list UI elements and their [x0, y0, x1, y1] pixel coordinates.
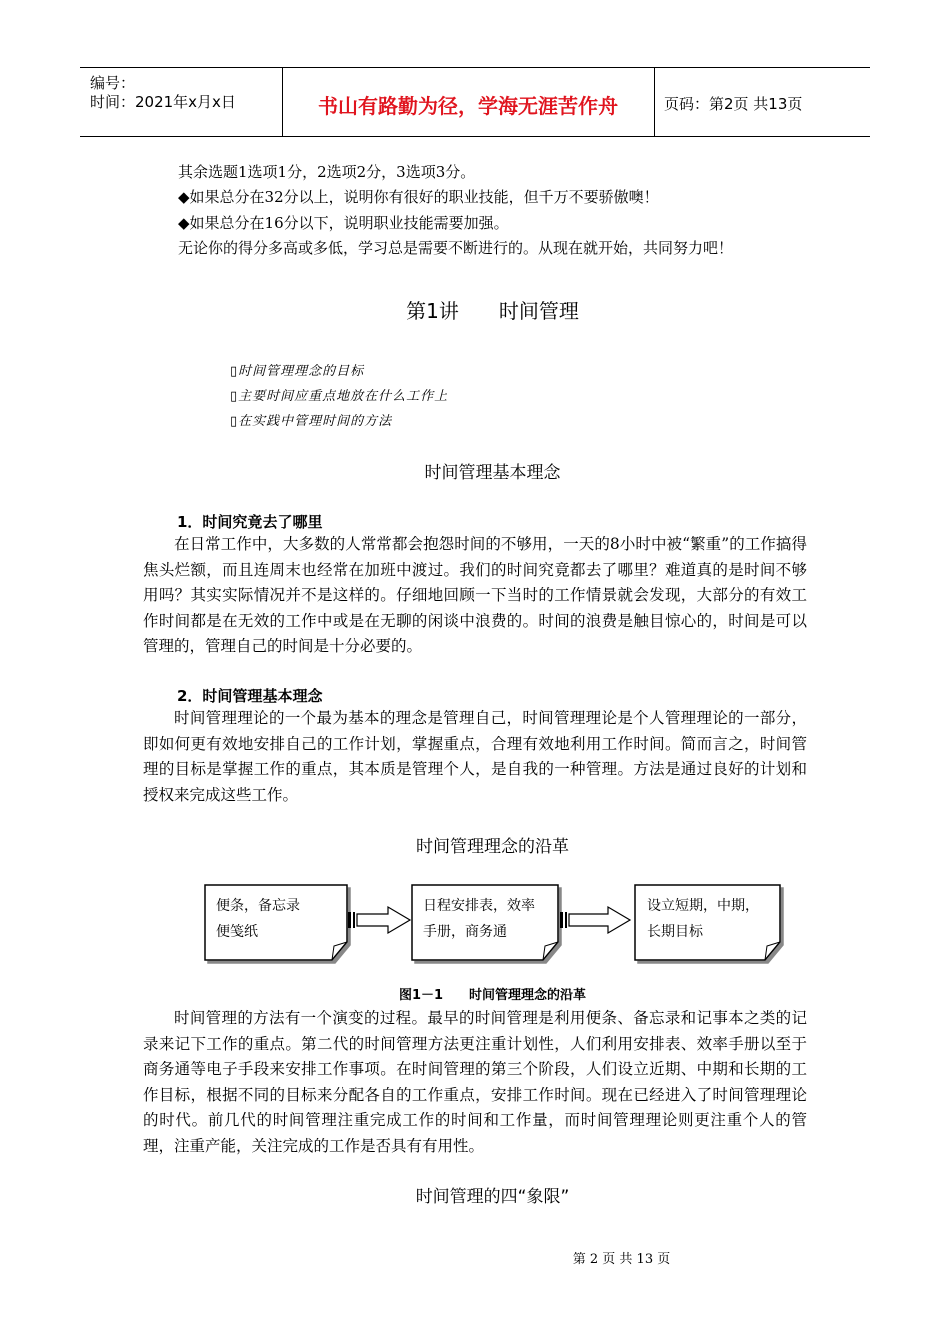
arrow-icon — [560, 907, 630, 933]
arrow-icon — [348, 907, 410, 933]
paragraph — [143, 1006, 807, 1160]
box-line: 便笺纸 — [216, 924, 258, 940]
subsection-title: 2．时间管理基本理念 — [177, 687, 323, 705]
subsection-title: 1．时间究竟去了哪里 — [177, 513, 323, 531]
box-line: 设立短期，中期， — [647, 898, 759, 914]
figure-caption: 图1－1 时间管理理念的沿革 — [398, 988, 587, 1003]
section-title: 时间管理基本理念 — [424, 463, 561, 483]
box-line: 日程安排表，效率 — [423, 898, 535, 914]
page-code: 页码：第2页 共13页 — [664, 95, 803, 113]
intro-line: ◆如果总分在16分以下，说明职业技能需要加强。 — [178, 214, 509, 232]
box-line: 便条，备忘录 — [216, 898, 300, 914]
paragraph-text: 时间管理的方法有一个演变的过程。最早的时间管理是利用便条、备忘录和记事本之类的记录来记下工作的重点。第二代的时间管理方法更注重计划性，人们利用安排表、效率手册以至于商务通等电子手段来安排工作事项。在时间管理的第三个阶段，人们设立近期、中期和长期的工作目标，根据不同的目标来分配各自的工作重点，安排工作时间。现在已经进入了时间管理理论的时代。前几代的时间管理注重完成工作的时间和工作量，而时间管理理论则更注重个人的管理，注重产能，关注完成的工作是否具有有用性。 — [143, 1009, 807, 1155]
header-info-cell — [80, 68, 283, 136]
objective-item: ▯在实践中管理时间的方法 — [230, 414, 393, 429]
evolution-box — [635, 885, 780, 960]
section-title: 时间管理理念的沿革 — [416, 837, 569, 857]
intro-line: 无论你的得分多高或多低，学习总是需要不断进行的。从现在就开始，共同努力吧！ — [178, 239, 734, 257]
paragraph — [143, 532, 807, 660]
evolution-box — [205, 885, 347, 960]
number-label: 编号： — [90, 74, 136, 92]
box-line: 长期目标 — [647, 924, 703, 940]
paragraph — [143, 706, 807, 808]
intro-line: 其余选题1选项1分，2选项2分，3选项3分。 — [178, 163, 476, 181]
lecture-title: 第1讲 时间管理 — [406, 299, 579, 323]
header-page-cell — [654, 68, 870, 136]
evolution-box — [412, 885, 558, 960]
time-label: 时间：2021年x月x日 — [90, 93, 236, 111]
box-line: 手册，商务通 — [423, 924, 507, 940]
objective-item: ▯主要时间应重点地放在什么工作上 — [230, 389, 449, 404]
objective-item: ▯时间管理理念的目标 — [230, 364, 365, 379]
evolution-diagram — [200, 878, 800, 968]
page-header — [80, 67, 870, 137]
paragraph-text: 在日常工作中，大多数的人常常都会抱怨时间的不够用，一天的8小时中被“繁重”的工作搞得焦头烂额，而且连周末也经常在加班中渡过。我们的时间究竟都去了哪里？难道真的是时间不够用吗？其实实际情况并不是这样的。仔细地回顾一下当时的工作情景就会发现，大部分的有效工作时间都是在无效的工作中或是在无聊的闲谈中浪费的。时间的浪费是触目惊心的，时间是可以管理的，管理自己的时间是十分必要的。 — [143, 535, 807, 656]
header-motto-cell — [282, 68, 655, 136]
paragraph-text: 时间管理理论的一个最为基本的理念是管理自己，时间管理理论是个人管理理论的一部分，即如何更有效地安排自己的工作计划，掌握重点，合理有效地利用工作时间。简而言之，时间管理的目标是掌握工作的重点，其本质是管理个人，是自我的一种管理。方法是通过良好的计划和授权来完成这些工作。 — [143, 709, 807, 804]
intro-line: ◆如果总分在32分以上，说明你有很好的职业技能，但千万不要骄傲噢！ — [178, 188, 659, 206]
motto: 书山有路勤为径，学海无涯苦作舟 — [318, 94, 618, 118]
section-title: 时间管理的四“象限” — [415, 1187, 570, 1207]
page-footer: 第 2 页 共 13 页 — [572, 1252, 671, 1267]
